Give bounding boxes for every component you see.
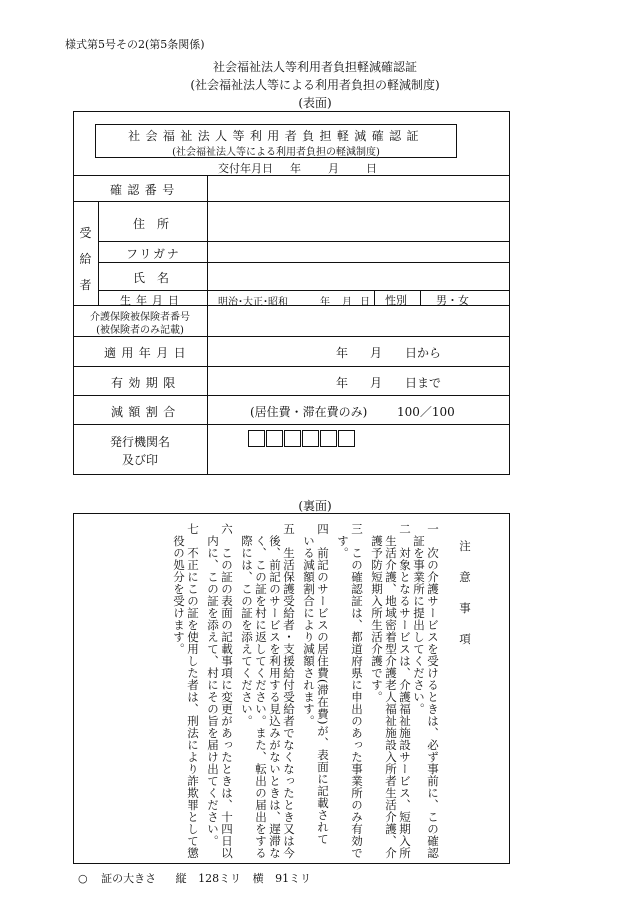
issue-date-day: 日	[366, 162, 377, 175]
column-divider	[98, 201, 99, 305]
valid-year: 年	[336, 376, 349, 390]
reduction-rate-value: 100／100	[397, 405, 455, 419]
note-column: 一 次の介護サービスを受けるときは、必ず事前に、この確認	[426, 523, 440, 859]
issue-date-label: 交付年月日	[218, 162, 273, 175]
height-label: 縦	[175, 872, 187, 885]
row-divider	[98, 290, 510, 291]
note-column: 後、前記のサービスを利用する見込みがないときは、遅滞な	[268, 523, 282, 859]
valid-month: 月	[370, 376, 383, 390]
row-divider	[73, 175, 510, 176]
width-value: 91ミリ	[275, 872, 312, 885]
code-box	[248, 430, 265, 447]
birth-month: 月	[342, 297, 352, 308]
note-column: す。	[336, 523, 350, 559]
reduction-scope: (居住費・滞在費のみ)	[250, 405, 368, 419]
notes-heading: 注 意 事 項	[458, 540, 472, 649]
confirmation-number-label: 確認番号	[110, 183, 180, 197]
address-label: 住 所	[133, 217, 170, 231]
valid-period-label: 有効期限	[111, 376, 181, 390]
apply-month: 月	[370, 346, 383, 360]
form-number: 様式第5号その2(第5条関係)	[65, 38, 205, 51]
code-box	[302, 430, 319, 447]
note-column: 三 この確認証は、都道府県に申出のあった事業所のみ有効で	[350, 523, 364, 859]
note-column: 四 前記のサービスの居住費(滞在費)が、表面に記載されて	[316, 523, 330, 845]
apply-year: 年	[336, 346, 349, 360]
issuer-code-boxes	[248, 430, 358, 447]
issue-date-month: 月	[328, 162, 339, 175]
note-column: 六 この証の表面の記載事項に変更があったときは、十四日以	[220, 523, 234, 859]
document-subtitle: (社会福祉法人等による利用者負担の軽減制度)	[190, 78, 440, 92]
row-divider	[98, 241, 510, 242]
code-box	[266, 430, 283, 447]
birth-day: 日	[360, 297, 370, 308]
note-column: 役の処分を受けます。	[172, 523, 186, 655]
birthdate-label: 生年月日	[120, 294, 184, 307]
back-side-label: (裏面)	[298, 499, 332, 513]
front-side-label: (表面)	[298, 96, 332, 110]
note-column: 護予防短期入所生活介護です。	[370, 523, 384, 703]
note-column: 際には、この証を添えてください。	[240, 523, 254, 727]
insurance-number-note: (被保険者のみ記載)	[96, 325, 184, 336]
size-label: 証の大きさ	[101, 872, 157, 885]
code-box	[320, 430, 337, 447]
valid-until: 日まで	[405, 376, 442, 390]
row-divider	[98, 262, 510, 263]
recipient-char: 給	[79, 252, 92, 266]
note-column: 二 対象となるサービスは、介護福祉施設サービス、短期入所	[398, 523, 412, 859]
note-column: く、この証を村に返してください。また、転出の届出をする	[254, 523, 268, 859]
note-column: 五 生活保護受給者・支援給付受給者でなくなったとき又は今	[282, 523, 296, 859]
era-options: 明治･大正･昭和	[218, 297, 288, 308]
width-label: 横	[252, 872, 264, 885]
recipient-char: 者	[79, 278, 92, 292]
row-divider	[73, 366, 510, 367]
note-column: 七 不正にこの証を使用した者は、刑法により詐欺罪として懲	[186, 523, 200, 859]
row-divider	[73, 395, 510, 396]
sex-options: 男・女	[436, 294, 469, 307]
name-label: 氏 名	[133, 271, 170, 285]
note-column: いる減額割合により減額されます。	[302, 523, 316, 727]
birth-year: 年	[320, 297, 330, 308]
column-divider	[420, 290, 421, 305]
column-divider	[207, 175, 208, 475]
apply-from: 日から	[405, 346, 442, 360]
insurance-number-label: 介護保険被保険者番号	[90, 312, 190, 323]
reduction-rate-label: 減額割合	[111, 405, 181, 419]
row-divider	[73, 424, 510, 425]
row-divider	[73, 336, 510, 337]
issuer-label-line-2: 及び印	[121, 453, 158, 467]
issue-date-year: 年	[290, 162, 301, 175]
furigana-label: フリガナ	[126, 247, 181, 261]
issuer-label-line-1: 発行機関名	[109, 435, 170, 449]
height-value: 128ミリ	[198, 872, 242, 885]
card-subtitle: (社会福祉法人等による利用者負担の軽減制度)	[172, 147, 380, 158]
recipient-char: 受	[79, 226, 92, 240]
note-column: 生活介護、地域密着型介護老人福祉施設入所者生活介護、介	[384, 523, 398, 859]
card-title: 社会福祉法人等利用者負担軽減確認証	[128, 129, 424, 143]
row-divider	[73, 201, 510, 202]
size-note	[78, 870, 311, 886]
recipient-group-label	[73, 220, 98, 298]
bullet-icon: ○	[78, 872, 88, 885]
code-box	[284, 430, 301, 447]
apply-date-label: 適用年月日	[104, 346, 192, 360]
code-box	[338, 430, 355, 447]
document-title: 社会福祉法人等利用者負担軽減確認証	[212, 60, 417, 74]
sex-label: 性別	[385, 294, 407, 307]
column-divider	[374, 290, 375, 305]
note-column: 内に、この証を添えて、村にその旨を届け出てください。	[206, 523, 220, 847]
note-column: 証を事業所に提出してください。	[412, 523, 426, 715]
